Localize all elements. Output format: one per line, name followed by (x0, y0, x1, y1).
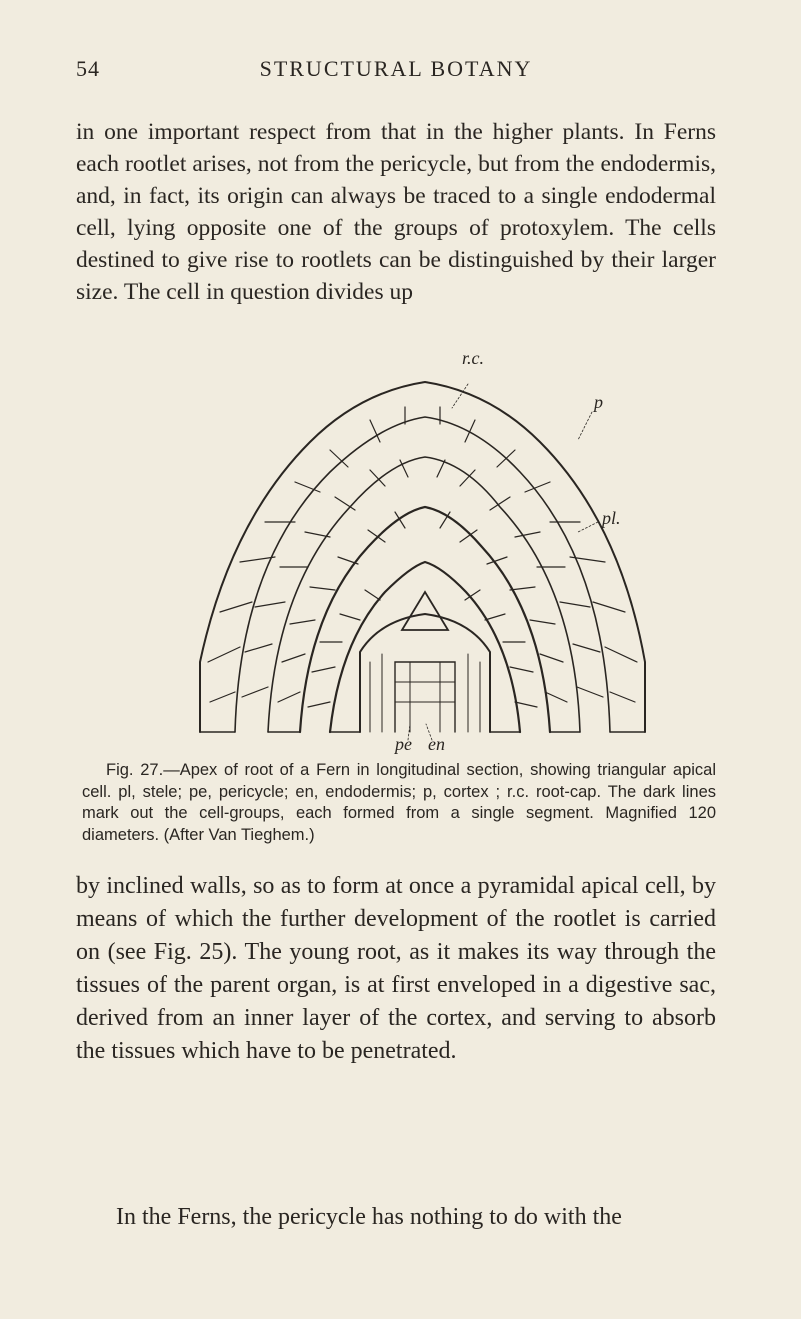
paragraph-2: by inclined walls, so as to form at once a pyramidal apical cell, by means of which the further development of the rootlet is carried on (see Fig. 25). The young root, as it makes its way through the tissues of the parent organ, is at first enveloped in a digestive sac, derived from an inner layer of the cortex, and serving to absorb the tissues which have to be penetrated. (76, 873, 716, 1064)
caption-fig-label: Fig. 27. (106, 761, 164, 779)
caption-text: —Apex of root of a Fern in longitudinal section, showing triangular apical cell. pl, stele; pe, pericycle; en, endodermis; p, cortex ; r.c. root-cap. The dark lines mark out the cell-groups, each formed from a single segment. Magnified 120 diameters. (After Van Tieghem.) (82, 761, 717, 844)
paragraph-3: In the Ferns, the pericycle has nothing to do with the (116, 1204, 622, 1230)
figure-caption (82, 760, 716, 846)
running-title: STRUCTURAL BOTANY (259, 56, 533, 81)
page-header (76, 56, 716, 92)
label-pericycle: pe (395, 734, 412, 754)
figure-27-root-apex (190, 348, 660, 754)
label-root-cap: r.c. (462, 348, 484, 368)
root-apex-illustration (190, 362, 660, 752)
label-cortex: p (594, 392, 603, 412)
label-endodermis: en (428, 734, 445, 754)
apical-cell (402, 592, 448, 630)
label-stele: pl. (602, 508, 621, 528)
paragraph-1: in one important respect from that in the higher plants. In Ferns each rootlet arises, not from the pericycle, but from the endodermis, and, in fact, its origin can always be traced to a single endodermal cell, lying opposite one of the groups of protoxylem. The cells destined to give rise to rootlets can be distinguished by their larger size. The cell in question divides up (76, 119, 716, 305)
root-cap-outline (200, 382, 645, 732)
page-number: 54 (76, 56, 100, 81)
